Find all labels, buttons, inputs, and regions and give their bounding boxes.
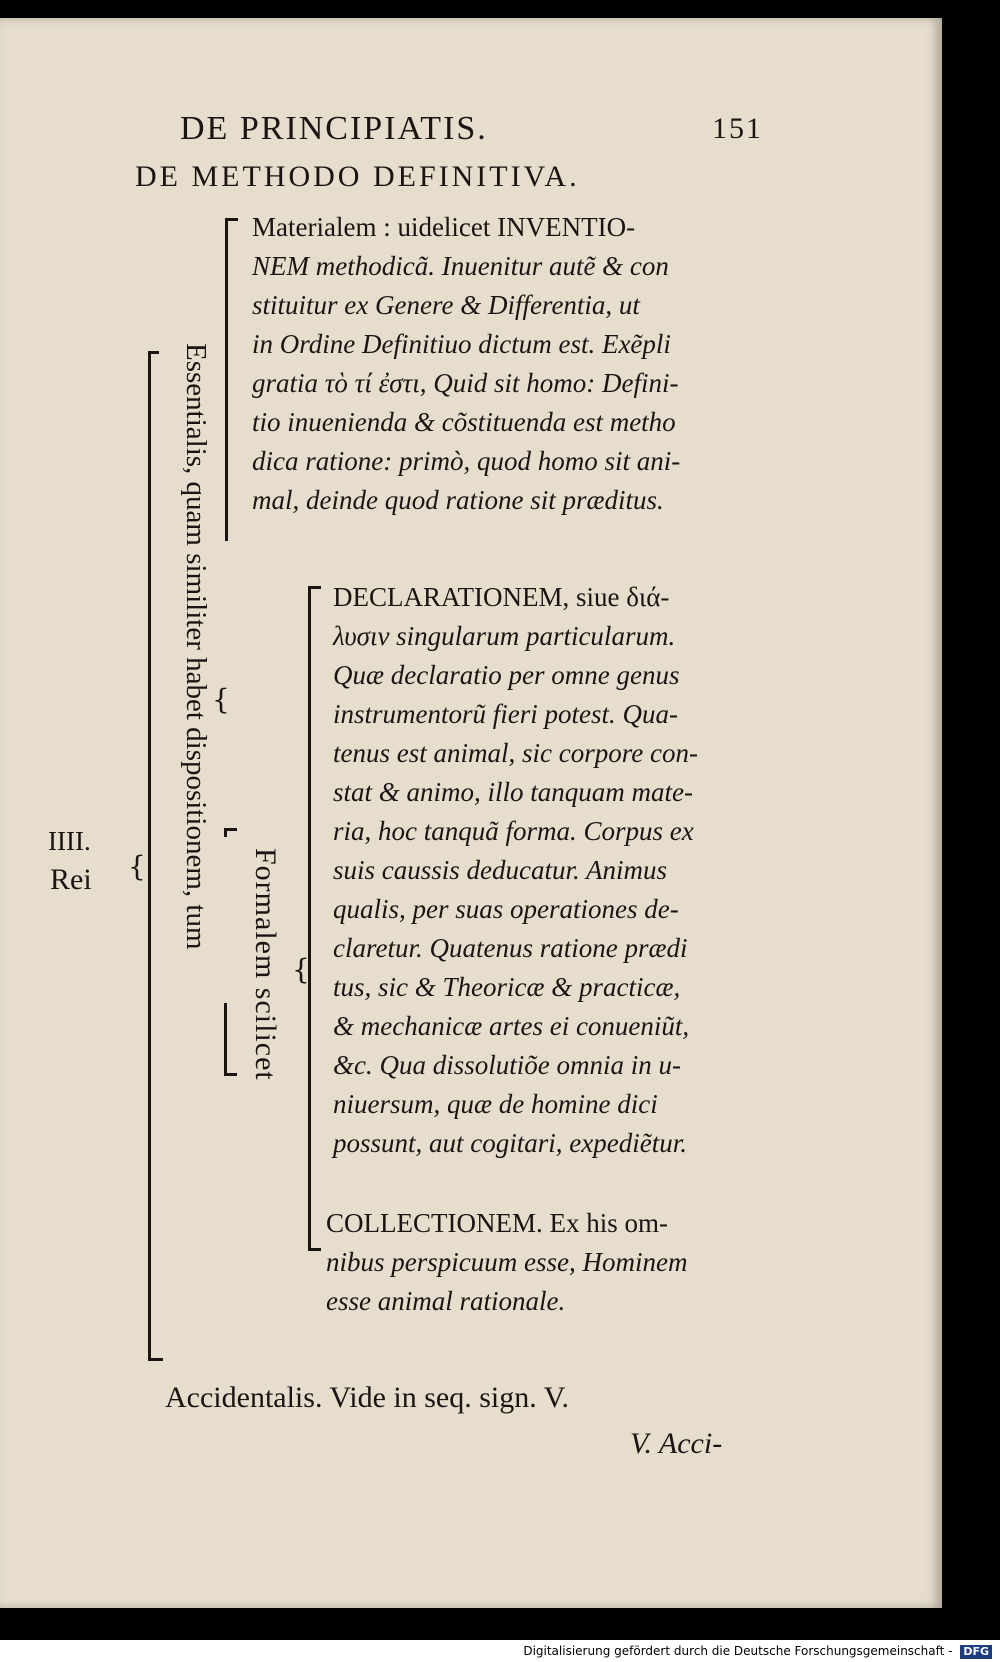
essentialis-bracket [148, 351, 159, 1354]
declarationem-block [333, 578, 698, 1163]
declarationem-line: & mechanicæ artes ei conueniũt, [333, 1011, 690, 1041]
brace-point-icon: { [212, 683, 230, 716]
materialem-line: Materialem : uidelicet INVENTIO- [252, 212, 636, 242]
section-title: DE METHODO DEFINITIVA. [135, 160, 580, 193]
collectionem-block [326, 1204, 687, 1321]
declarationem-line: Quæ declaratio per omne genus [333, 660, 680, 690]
declarationem-line: niuersum, quæ de homine dici [333, 1089, 658, 1119]
footer-bar [0, 1640, 1000, 1662]
formalem-bracket-top [224, 828, 237, 837]
materialem-block [252, 208, 680, 520]
declarationem-line: ria, hoc tanquã forma. Corpus ex [333, 816, 694, 846]
brace-point-icon: { [292, 953, 310, 986]
declarationem-line: claretur. Quatenus ratione prædi [333, 933, 688, 963]
formalem-bracket-bottom [224, 1003, 237, 1076]
materialem-line: stituitur ex Genere & Differentia, ut [252, 290, 640, 320]
materialem-line: mal, deinde quod ratione sit præditus. [252, 485, 664, 515]
declarationem-line: stat & animo, illo tanquam mate- [333, 777, 693, 807]
footer-credit: Digitalisierung gefördert durch die Deutsche Forschungsgemeinschaft - [523, 1644, 953, 1658]
declarationem-line: λυσιν singularum particularum. [333, 621, 676, 651]
accidentalis-line: Accidentalis. Vide in seq. sign. V. [165, 1381, 570, 1414]
page-number: 151 [712, 112, 763, 145]
accidentalis-bracket [148, 1318, 163, 1361]
brace-point-icon: { [128, 850, 146, 883]
catchword: V. Acci- [630, 1427, 723, 1460]
materialem-line: in Ordine Definitiuo dictum est. Exẽpli [252, 329, 671, 359]
collectionem-line: COLLECTIONEM. Ex his om- [326, 1208, 668, 1238]
declarationem-line: possunt, aut cogitari, expediẽtur. [333, 1128, 687, 1158]
collectionem-line: nibus perspicuum esse, Hominem [326, 1247, 688, 1277]
declarationem-line: &c. Qua dissolutiõe omnia in u- [333, 1050, 681, 1080]
margin-rei: Rei [50, 863, 92, 896]
declarationem-bracket [308, 586, 321, 1179]
declarationem-line: instrumentorũ fieri potest. Qua- [333, 699, 678, 729]
essentialis-label: Essentialis, quam similiter habet dispositionem, tum [180, 343, 212, 950]
collectionem-line: esse animal rationale. [326, 1286, 566, 1316]
formalem-label: Formalem scilicet [249, 848, 282, 1081]
materialem-bracket [225, 218, 238, 541]
materialem-line: NEM methodicã. Inuenitur autẽ & con [252, 251, 669, 281]
declarationem-line: suis caussis deducatur. Animus [333, 855, 668, 885]
declarationem-line: DECLARATIONEM, siue διά- [333, 582, 670, 612]
declarationem-line: tus, sic & Theoricæ & practicæ, [333, 972, 681, 1002]
declarationem-line: qualis, per suas operationes de- [333, 894, 679, 924]
book-page [0, 18, 942, 1608]
declarationem-line: tenus est animal, sic corpore con- [333, 738, 698, 768]
materialem-line: tio inuenienda & cõstituenda est metho [252, 407, 676, 437]
materialem-line: dica ratione: primò, quod homo sit ani- [252, 446, 681, 476]
running-title: DE PRINCIPIATIS. [180, 110, 488, 147]
collectionem-bracket [308, 1178, 321, 1251]
margin-number: IIII. [48, 826, 91, 856]
materialem-line: gratia τὸ τί ἐστι, Quid sit homo: Defini- [252, 368, 679, 398]
dfg-logo: DFG [960, 1645, 992, 1659]
